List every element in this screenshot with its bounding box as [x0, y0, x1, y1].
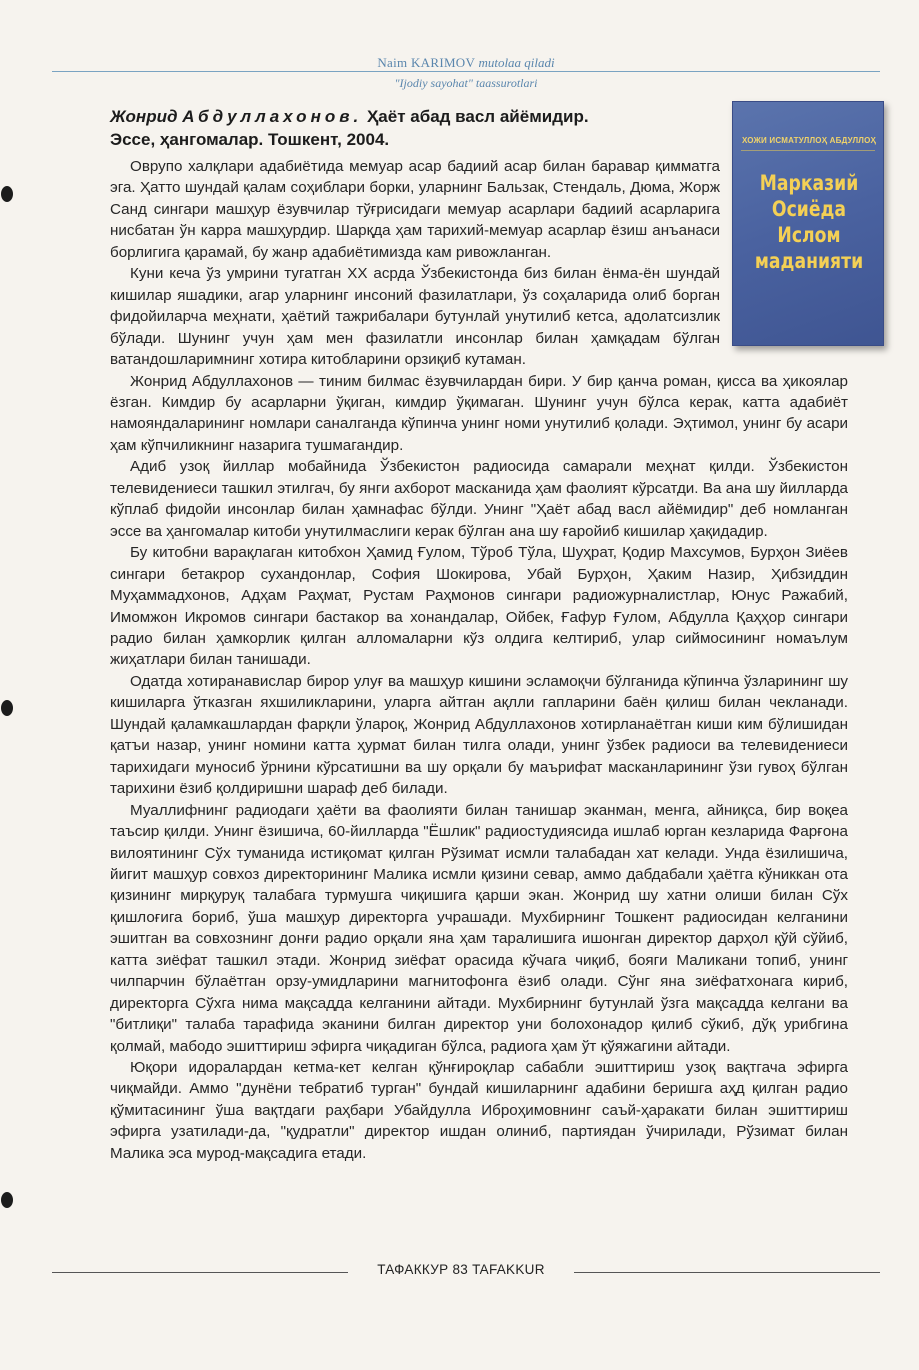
header-subtitle: "Ijodiy sayohat" taassurotlari: [394, 76, 538, 90]
footer-rule-right: [574, 1272, 880, 1273]
binder-hole-3: [1, 1192, 13, 1208]
book-cover-title-line: Осиёда: [771, 197, 847, 221]
paragraph: Юқори идоралардан кетма-кет келган қўнғироқлар сабабли эшиттириш узоқ вақтгача эфирга чиқмайди. Аммо "дунёни тебратиб турган" бундай кишиларнинг адабини беришга аҳд қилган радио қўмитасининг ўша вақтдаги раҳбари Убайдулла Иброҳимовнинг саъй-ҳаракати билан эшиттириш эфирга узатилади-да, "қудратли" директор ишдан олиниб, партиядан ўчирилади, Рўзимат билан Малика эса мурод-мақсадига етади.: [110, 1059, 848, 1162]
binder-hole-1: [1, 186, 13, 202]
header-action: mutolaa qiladi: [478, 55, 555, 70]
article-body: [110, 156, 848, 1164]
paragraph: Одатда хотиранавислар бирор улуғ ва машҳур кишини эсламоқчи бўлганида кўпинча ўзларининг шу кишиларга ўтказган яхшиликларини, уларга айтган ақлли гапларини баён қилиш билан чекланади. Шундай қаламкашлардан фарқли ўлароқ, Жонрид Абдуллахонов хотирланаётган киши ким бўлишидан қатъи назар, унинг номини катта ҳурмат билан тилга олади, унинг ўзбек радиоси ва телевидениеси тарихидаги муносиб ўрнини кўрсатишни ва шу орқали бу маърифат масканларининг ўзи гувоҳ бўлган тарихини ёзиб қолдиришни шараф деб билади.: [110, 672, 848, 798]
paragraph: Оврупо халқлари адабиётида мемуар асар бадиий асар билан баравар қимматга эга. Ҳатто шундай қалам соҳиблари борки, уларнинг Бальзак, Стендаль, Дюма, Жорж Санд сингари машҳур ёзувчилар тўғрисидаги мемуар асарлари бадиий асарларига нисбатан ўн карра машҳурдир. Шарқда ҳам тарихий-мемуар асарлар ёзиш анъанаси борлигига қарамай, бу жанр адабиётимизда кам ривожланган.: [110, 158, 720, 261]
page-footer: [52, 1262, 880, 1282]
paragraph: Жонрид Абдуллахонов — тиним билмас ёзувчилардан бири. У бир қанча роман, қисса ва ҳикоялар ёзган. Кимдир бу асарларни ўқиган, кимдир ўқимаган. Шунинг учун бўлса керак, катта адабиёт намояндаларининг номлари саналганда кўпинча унинг номи унутилиб қолади. Эҳтимол, унинг бу асари ҳам кўпчиликнинг назарига тушмагандир.: [110, 372, 848, 454]
paragraph: Адиб узоқ йиллар мобайнида Ўзбекистон радиосида самарали меҳнат қилди. Ўзбекистон телевидениеси ташкил этилгач, бу янги ахборот масканида ҳам фаолият кўрсатди. Ва ана шу йилларда кўплаб фидойи инсонлар билан ҳамнафас бўлди. Унинг "Ҳаёт абад васл айёмидир" деб номланган эссе ва ҳангомалар китоби унутилмаслиги керак бўлган ана шу ғаройиб кишилар ҳақидадир.: [110, 458, 848, 540]
title-author-last: Абдуллахонов.: [182, 107, 363, 126]
footer-rule-left: [52, 1272, 348, 1273]
book-cover-title-line: Ислом: [777, 223, 841, 247]
binder-hole-2: [1, 700, 13, 716]
article-title: [110, 105, 710, 151]
paragraph: Бу китобни варақлаган китобхон Ҳамид Ғулом, Тўроб Тўла, Шуҳрат, Қодир Махсумов, Бурҳон Зиёев сингари бетакрор сухандонлар, София Шокирова, Убай Бурҳон, Ҳаким Назир, Ҳибзиддин Муҳаммадхонов, Адҳам Раҳмат, Рустам Раҳмонов сингари радиожурналистлар, Юнус Ражабий, Имомжон Икромов сингари бастакор ва хонандалар, Ойбек, Ғафур Ғулом, Абдулла Қаҳҳор сингари радио билан ҳамкорлик қилган алломаларни кўз олдига келтириб, улар сиймосининг номаълум жиҳатлари билан танишади.: [110, 544, 848, 669]
title-subtitle: Эссе, ҳангомалар. Тошкент, 2004.: [110, 130, 390, 149]
book-cover-author: ХОЖИ ИСМАТУЛЛОҲ АБДУЛЛОҲ: [741, 136, 877, 145]
paragraph: Куни кеча ўз умрини тугатган XX асрда Ўзбекистонда биз билан ёнма-ён шундай кишилар яшадики, агар уларнинг инсоний фазилатлари, ўз соҳаларида олиб борган фидойиларча меҳнати, ҳаётий тажрибалари бутунлай унутилиб кетса, адолатсизлик бўлади. Шунинг учун ҳам мен фазилатли инсонлар билан ҳамқадам бўлган ватандошларимнинг хотира китобларини орзиқиб кутаман.: [110, 265, 720, 369]
title-book: Ҳаёт абад васл айёмидир.: [366, 107, 589, 126]
running-header: [52, 55, 880, 71]
image-wrap-space: [720, 156, 848, 370]
book-cover-title-line: Марказий: [759, 171, 859, 195]
header-author: Naim KARIMOV: [377, 55, 476, 70]
paragraph: Муаллифнинг радиодаги ҳаёти ва фаолияти билан танишар эканман, менга, айниқса, бир воқеа таъсир қилди. Унинг ёзишича, 60-йилларда "Ёшлик" радиостудиясида ишлаб юрган кезларида Фарғона вилоятининг Сўх туманида истиқомат қилган Рўзимат исмли талабадан хат келади. Унда ёзилишича, йигит машҳур совхоз директорининг Малика исмли қизини севар, аммо дабдабали ҳаётга кўниккан ота қизининг мирқуруқ талабага турмушга чиқишига қарши экан. Жонрид шу хатни олиши билан Сўх қишлоғига бориб, ўша машҳур директорга учрашади. Мухбирнинг Тошкент радиосидан келганини эшитган ва совхознинг донғи радио орқали яна ҳам таралишига ишонган директор дарҳол қўй сўйиб, катта зиёфат ташкил этади. Жонрид зиёфат орасида кўчага чиқиб, бояги Маликани топиб, унинг чилпарчин бўлаётган орзу-умидларини магнитофонга ёзиб олади. Сўнг яна зиёфатхонага кириб, директорга Сўхга нима мақсадда келганини айтади. Мухбирнинг бутунлай ўзга мақсадда келгани ва "битлиқи" талаба тарафида эканини билган директор уни болохонадор қилиб сўкиб, дўқ урибгина қолмай, мабодо эшиттириш эфирга чиқадиган бўлса, радиога ҳам ўт қўяжагини айтади.: [110, 801, 848, 1055]
header-rule: [52, 71, 880, 72]
book-cover-rule: [741, 150, 875, 151]
title-line-1: [110, 105, 710, 128]
book-cover-title-line: маданияти: [754, 249, 864, 273]
title-author-first: Жонрид: [110, 107, 178, 126]
footer-label: ТАФАККУР 83 TAFAKKUR: [377, 1262, 545, 1277]
